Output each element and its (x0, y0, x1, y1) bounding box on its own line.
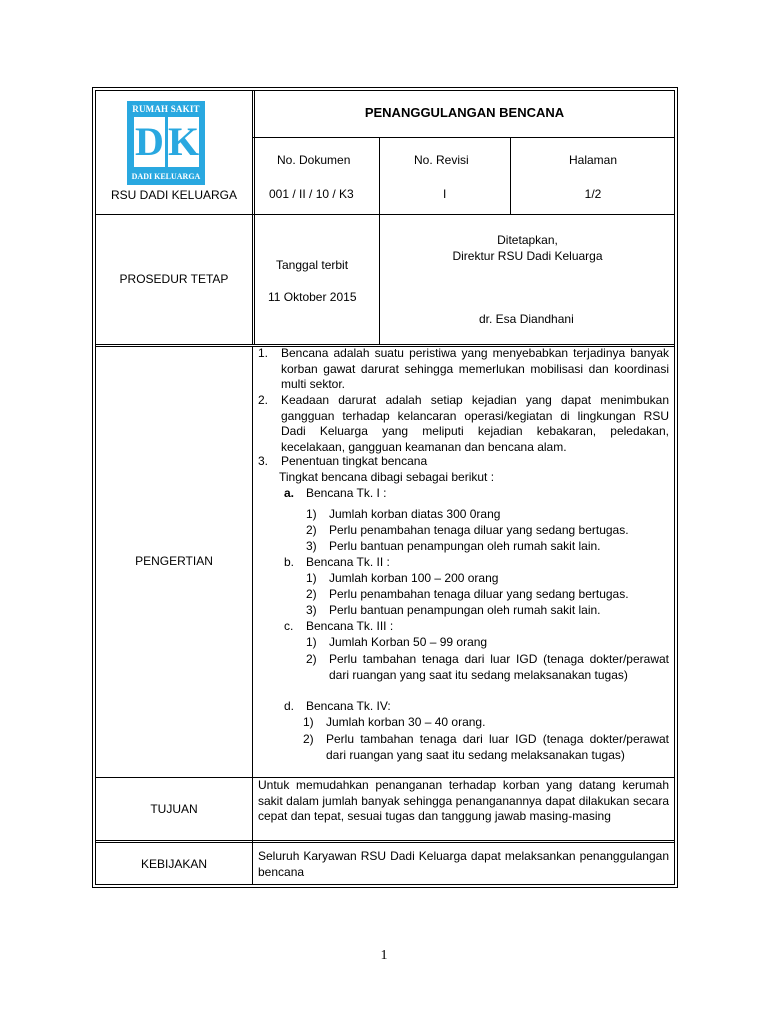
level-d-sub-1-text: Jumlah korban 30 – 40 orang. (326, 715, 486, 729)
level-b-title: Bencana Tk. II : (306, 555, 390, 569)
item-3-number: 3. (258, 454, 269, 468)
level-a-mark: a. (284, 486, 295, 500)
left-column-line-2 (254, 90, 255, 345)
level-a-sub-2-text: Perlu penambahan tenaga diluar yang sedang bertugas. (329, 523, 629, 537)
item-1-text: Bencana adalah suatu peristiwa yang menyebabkan terjadinya banyak korban gawat darurat sehingga memerlukan mobilisasi dan koordinasi multi sektor. (281, 346, 669, 392)
no-revisi-label: No. Revisi (414, 153, 469, 167)
logo-top-text: RUMAH SAKIT (132, 104, 200, 114)
level-b-mark: b. (284, 555, 295, 569)
pengertian-label: PENGERTIAN (135, 554, 213, 568)
document-title: PENANGGULANGAN BENCANA (364, 105, 565, 120)
left-column-line (252, 90, 253, 345)
level-a-sub-2-num: 2) (306, 523, 317, 537)
level-d-title: Bencana Tk. IV: (306, 699, 391, 713)
prosedur-tetap-label: PROSEDUR TETAP (119, 272, 229, 286)
level-c-sub-2-num: 2) (306, 652, 317, 666)
signer-name: dr. Esa Diandhani (479, 312, 574, 326)
level-b-sub-2-text: Perlu penambahan tenaga diluar yang sedang bertugas. (329, 587, 629, 601)
level-b-sub-3-text: Perlu bantuan penampungan oleh rumah sakit lain. (329, 603, 601, 617)
level-b-sub-1-text: Jumlah korban 100 – 200 orang (329, 571, 499, 585)
logo-box-d (134, 117, 165, 167)
tujuan-bottom-line (95, 840, 675, 841)
logo-letter-d: D (135, 119, 164, 164)
logo-bottom-text: DADI KELUARGA (131, 172, 201, 181)
no-revisi-value: I (443, 187, 447, 201)
level-a-title: Bencana Tk. I : (306, 486, 387, 500)
halaman-value: 1/2 (584, 187, 602, 201)
halaman-column-line (510, 137, 511, 215)
level-c-mark: c. (284, 619, 294, 633)
tujuan-label: TUJUAN (150, 802, 198, 816)
left-column-line-lower (252, 346, 253, 885)
no-dokumen-value: 001 / II / 10 / K3 (269, 187, 354, 201)
level-b-sub-3-num: 3) (306, 603, 317, 617)
no-dokumen-label: No. Dokumen (277, 153, 351, 167)
level-a-sub-3-num: 3) (306, 539, 317, 553)
kebijakan-label: KEBIJAKAN (140, 857, 208, 871)
level-c-title: Bencana Tk. III : (306, 619, 394, 633)
title-separator (252, 137, 675, 138)
level-d-sub-1-num: 1) (303, 715, 314, 729)
hospital-logo (127, 101, 205, 185)
level-b-sub-2-num: 2) (306, 587, 317, 601)
revisi-column-line (379, 137, 380, 215)
page-number: 1 (380, 948, 388, 963)
prosedur-bottom-line (95, 344, 675, 345)
level-c-sub-1-num: 1) (306, 635, 317, 649)
ditetapkan-text: Ditetapkan, (497, 233, 558, 247)
item-2-number: 2. (258, 393, 269, 407)
hospital-name: RSU DADI KELUARGA (110, 188, 238, 202)
halaman-label: Halaman (568, 153, 618, 167)
level-d-sub-2-num: 2) (303, 732, 314, 746)
tingkat-intro: Tingkat bencana dibagi sebagai berikut : (279, 470, 495, 484)
item-3-text: Penentuan tingkat bencana (281, 454, 428, 468)
level-a-sub-1-text: Jumlah korban diatas 300 0rang (329, 507, 501, 521)
tujuan-bottom-line-2 (95, 842, 675, 843)
level-d-mark: d. (284, 699, 295, 713)
level-a-sub-3-text: Perlu bantuan penampungan oleh rumah sakit lain. (329, 539, 601, 553)
level-b-sub-1-num: 1) (306, 571, 317, 585)
level-a-sub-1-num: 1) (306, 507, 317, 521)
level-d-sub-2-text: Perlu tambahan tenaga dari luar IGD (tenaga dokter/perawat dari ruangan yang saat itu sedang melaksanakan tugas) (326, 732, 669, 762)
header-bottom-line (95, 214, 675, 215)
level-c-sub-2-text: Perlu tambahan tenaga dari luar IGD (tenaga dokter/perawat dari ruangan yang saat itu sedang melaksanakan tugas) (329, 652, 669, 682)
logo-letter-k: K (168, 119, 200, 164)
direktur-text: Direktur RSU Dadi Keluarga (452, 249, 603, 263)
tanggal-terbit-label: Tanggal terbit (276, 258, 349, 272)
kebijakan-text: Seluruh Karyawan RSU Dadi Keluarga dapat melaksankan penanggulangan bencana (258, 849, 669, 879)
tujuan-text: Untuk memudahkan penanganan terhadap korban yang datang kerumah sakit dalam jumlah banyak sehingga penanganannya dapat dilakukan secara cepat dan tepat, sesuai tugas dan tanggung jawab masing-masing (258, 778, 669, 824)
tanggal-terbit-value: 11 Oktober 2015 (268, 290, 357, 304)
item-1-number: 1. (258, 346, 269, 360)
level-c-sub-1-text: Jumlah Korban 50 – 99 orang (329, 635, 488, 649)
logo-box-k (168, 117, 199, 167)
item-2-text: Keadaan darurat adalah setiap kejadian yang dapat menimbukan gangguan terhadap kelancaran operasi/kegiatan di lingkungan RSU Dadi Keluarga yang meliputi kejadian kebakaran, peledakan, kecelakaan, gangguan keamanan dan bencana alam. (281, 393, 669, 454)
